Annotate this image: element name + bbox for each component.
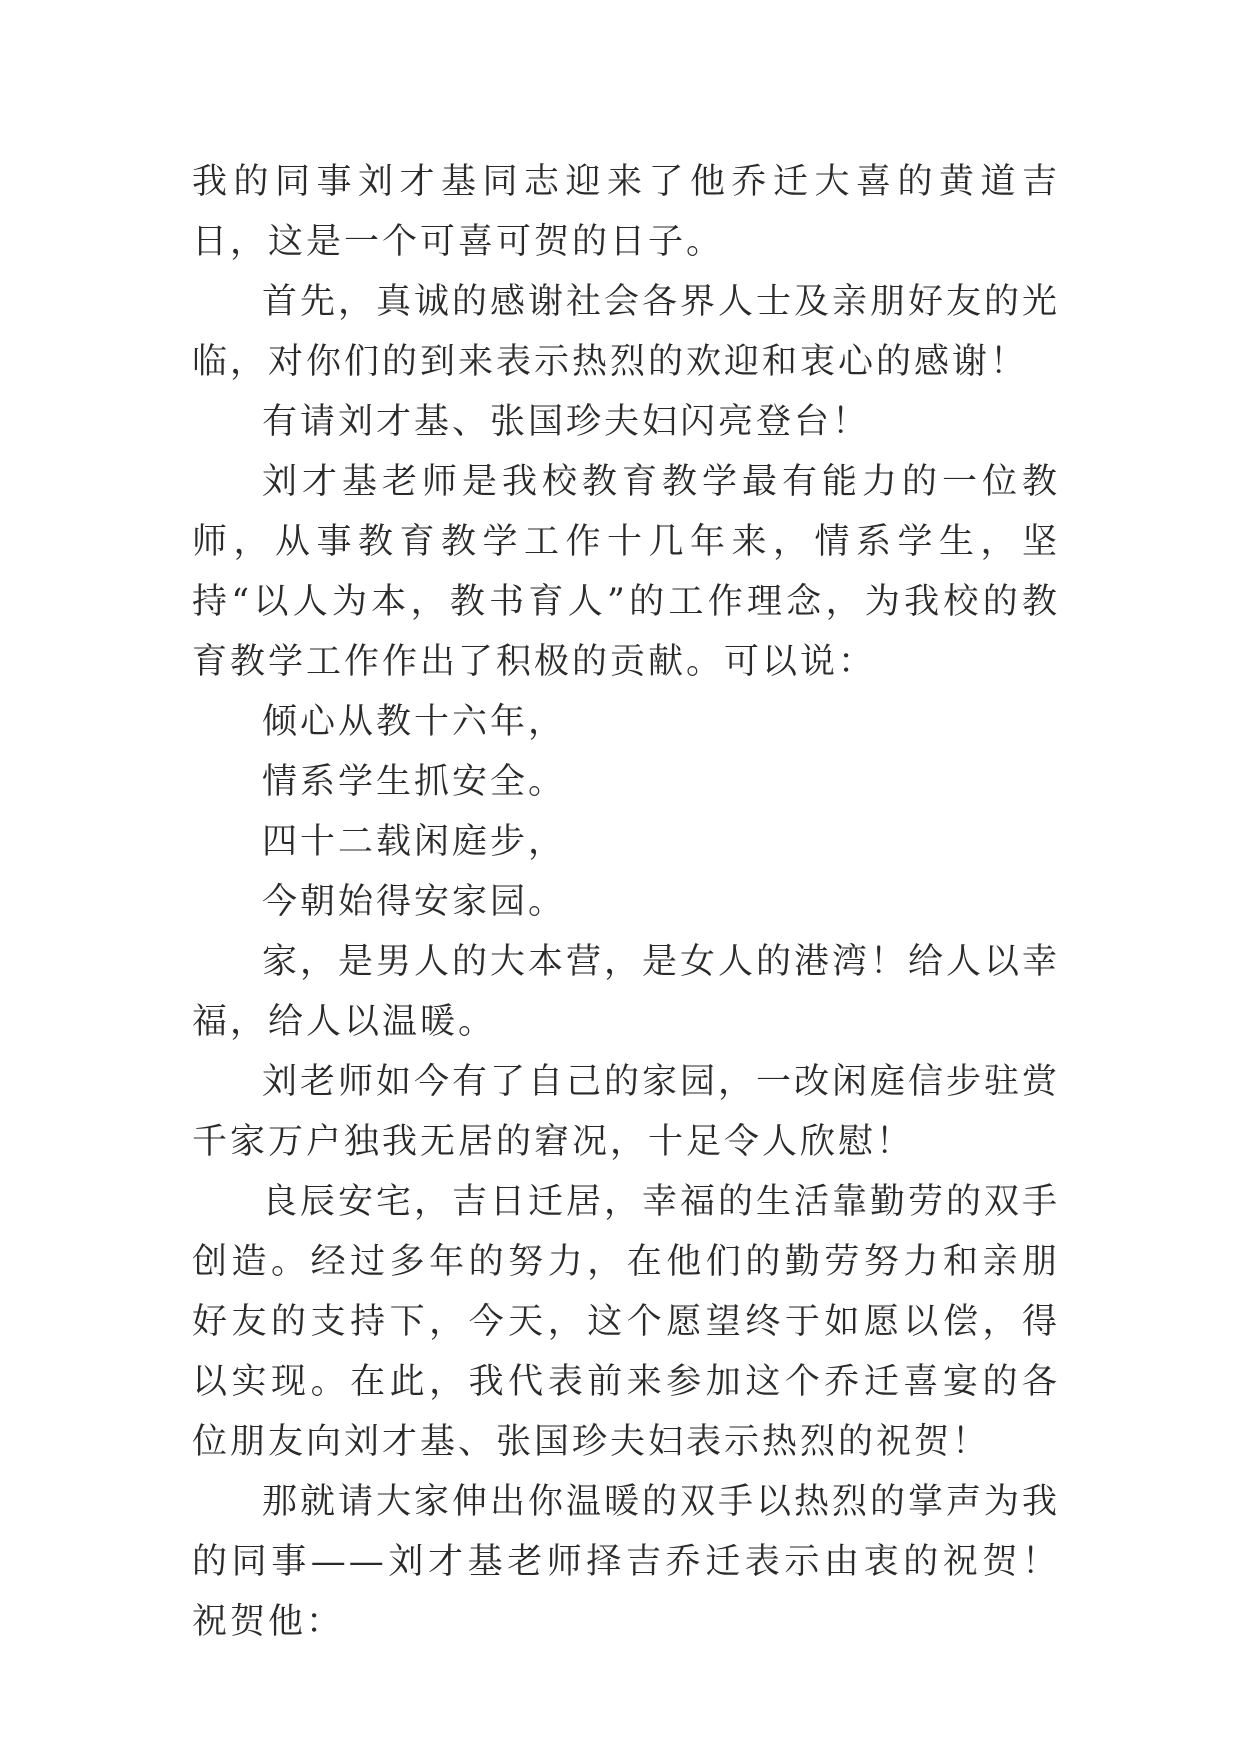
poem-line-2: 情系学生抓安全。	[262, 762, 567, 802]
poem-line-4: 今朝始得安家园。	[262, 882, 567, 922]
paragraph-3: 有请刘才基、张国珍夫妇闪亮登台！	[262, 402, 871, 442]
poem-line-1: 倾心从教十六年，	[262, 702, 567, 742]
paragraph-2: 首先，真诚的感谢社会各界人士及亲朋好友的光临，对你们的到来表示热烈的欢迎和衷心的感谢！	[192, 282, 1061, 382]
paragraph-7: 良辰安宅，吉日迁居，幸福的生活靠勤劳的双手创造。经过多年的努力，在他们的勤劳努力和亲朋好友的支持下，今天，这个愿望终于如愿以偿，得以实现。在此，我代表前来参加这个乔迁喜宴的各位朋友向刘才基、张国珍夫妇表示热烈的祝贺！	[192, 1182, 1061, 1462]
paragraph-8: 那就请大家伸出你温暖的双手以热烈的掌声为我的同事——刘才基老师择吉乔迁表示由衷的祝贺！祝贺他：	[192, 1482, 1061, 1642]
paragraph-5: 家，是男人的大本营，是女人的港湾！给人以幸福，给人以温暖。	[192, 942, 1061, 1042]
paragraph-1: 我的同事刘才基同志迎来了他乔迁大喜的黄道吉日，这是一个可喜可贺的日子。	[192, 162, 1060, 262]
paragraph-6: 刘老师如今有了自己的家园，一改闲庭信步驻赏千家万户独我无居的窘况，十足令人欣慰！	[192, 1062, 1061, 1162]
poem-line-3: 四十二载闲庭步，	[262, 822, 567, 862]
document-body	[192, 152, 1060, 1652]
paragraph-4: 刘才基老师是我校教育教学最有能力的一位教师，从事教育教学工作十几年来，情系学生，坚持“以人为本，教书育人”的工作理念，为我校的教育教学工作作出了积极的贡献。可以说：	[192, 462, 1060, 682]
